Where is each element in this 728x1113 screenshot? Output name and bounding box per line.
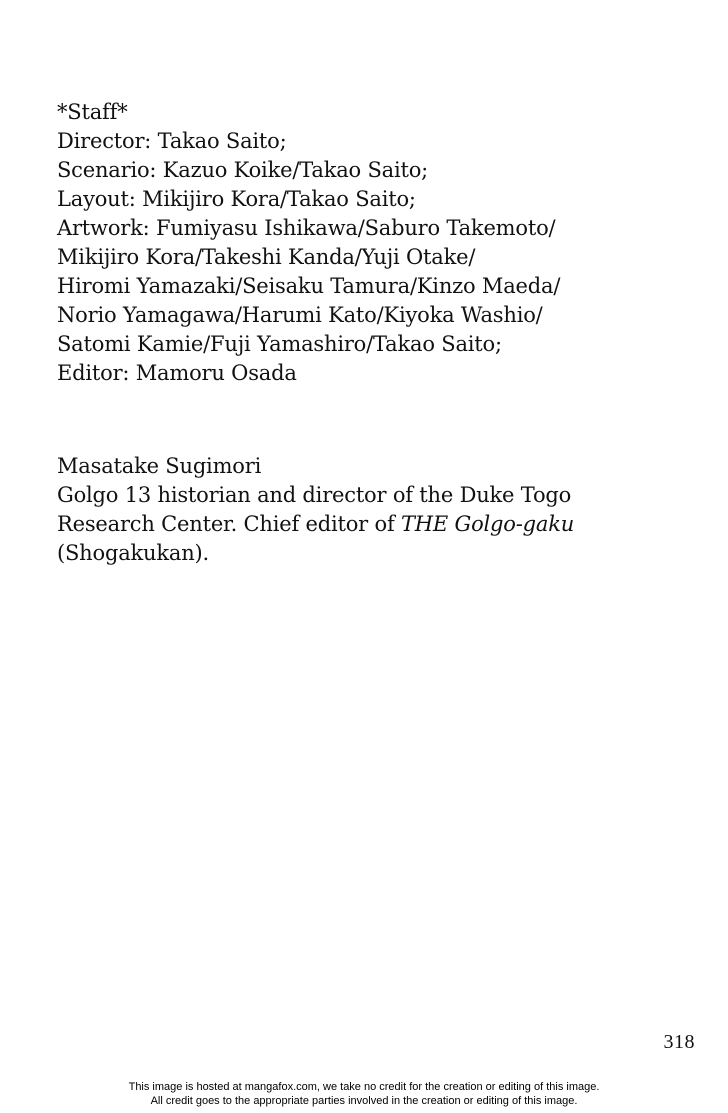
bio-line-2-text: Research Center. Chief editor of [57, 512, 401, 536]
bio-line-2 [57, 510, 697, 539]
hosting-credit [0, 1080, 728, 1108]
staff-line-scenario: Scenario: Kazuo Koike/Takao Saito; [57, 158, 429, 182]
book-title: THE Golgo-gaku [401, 512, 575, 536]
bio-line-3: (Shogakukan). [57, 541, 209, 565]
page-number: 318 [663, 1031, 695, 1053]
bio-name: Masatake Sugimori [57, 454, 262, 478]
credit-line-1: This image is hosted at mangafox.com, we take no credit for the creation or editing of this image. [128, 1081, 600, 1093]
staff-line-layout: Layout: Mikijiro Kora/Takao Saito; [57, 187, 416, 211]
staff-line-artwork-1: Artwork: Fumiyasu Ishikawa/Saburo Takemoto/ [57, 216, 556, 240]
staff-heading: *Staff* [57, 100, 128, 124]
staff-line-artwork-5: Satomi Kamie/Fuji Yamashiro/Takao Saito; [57, 332, 502, 356]
staff-line-artwork-4: Norio Yamagawa/Harumi Kato/Kiyoka Washio/ [57, 303, 543, 327]
staff-credits [57, 98, 697, 388]
credit-line-2: All credit goes to the appropriate parties involved in the creation or editing of this image. [150, 1095, 578, 1107]
author-bio [57, 452, 697, 568]
staff-line-artwork-3: Hiromi Yamazaki/Seisaku Tamura/Kinzo Maeda/ [57, 274, 561, 298]
staff-line-director: Director: Takao Saito; [57, 129, 287, 153]
bio-line-1: Golgo 13 historian and director of the Duke Togo [57, 483, 572, 507]
staff-line-editor: Editor: Mamoru Osada [57, 361, 297, 385]
staff-line-artwork-2: Mikijiro Kora/Takeshi Kanda/Yuji Otake/ [57, 245, 476, 269]
